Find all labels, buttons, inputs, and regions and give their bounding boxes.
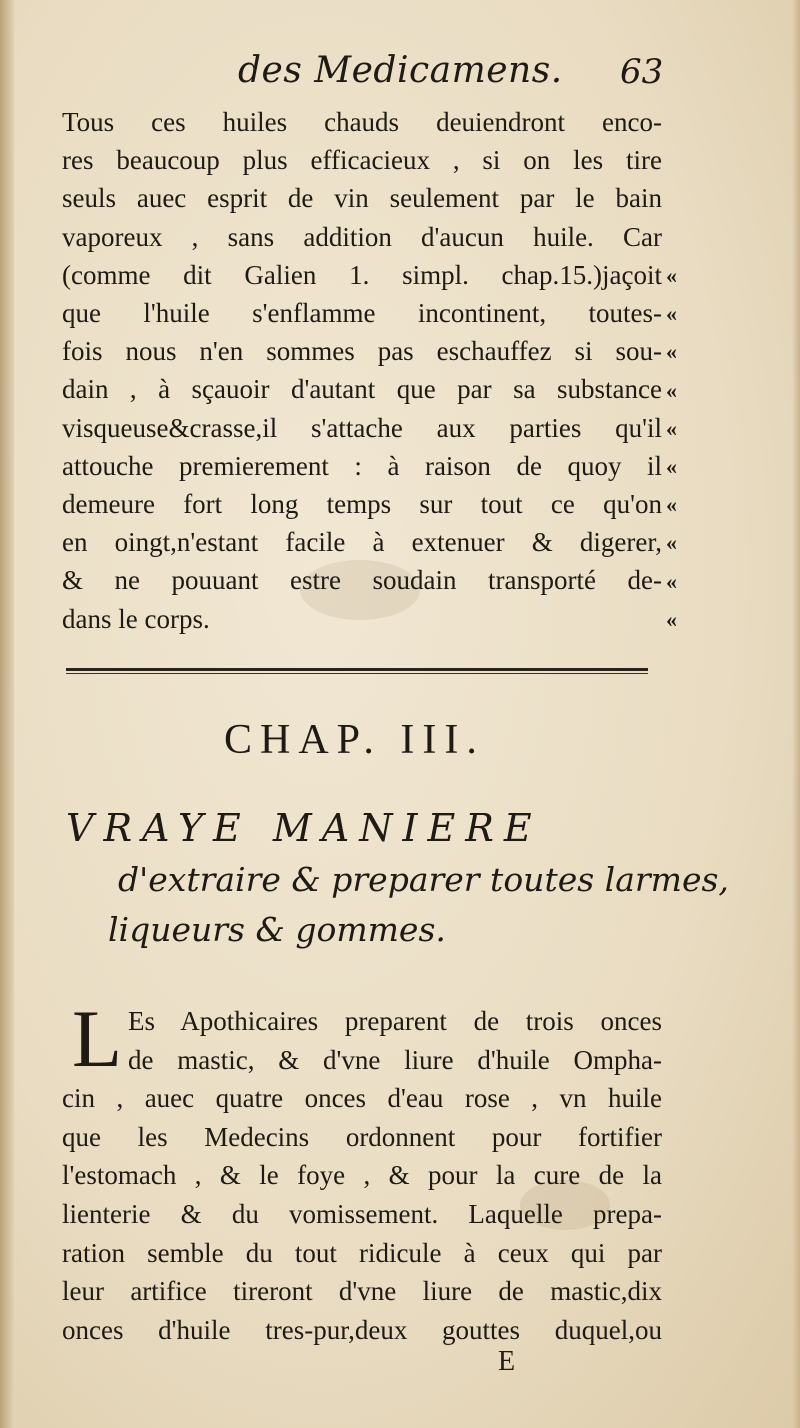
text-line: Tous ces huiles chauds deuiendront enco- [62,107,662,137]
quote-mark: « [666,339,677,365]
text-line: vaporeux , sans addition d'aucun huile. Car [62,221,662,252]
text-line: que l'huile s'enflamme incontinent, toutes- [62,298,662,328]
page-edge [792,0,800,1428]
text-line: fois nous n'en sommes pas eschauffez si sou- [62,336,662,367]
text-line: demeure fort long temps sur tout ce qu'on [62,489,662,519]
page-gutter [0,0,14,1428]
text-line: dans le corps. [62,603,210,634]
quote-mark: « [666,377,677,403]
text-line: res beaucoup plus efficacieux , si on les tire [62,145,662,176]
quote-mark: « [666,454,677,479]
catchword: E [498,1346,516,1377]
chapter-heading: CHAP. III. [224,717,485,763]
text-line: en oingt,n'estant facile à extenuer & digerer, [62,527,662,558]
text-line: cin , auec quatre onces d'eau rose , vn huile [62,1083,662,1114]
quote-mark: « [666,606,677,632]
quote-mark: « [666,263,677,288]
text-line: (comme dit Galien 1. simpl. chap.15.)jaçoit [62,259,662,290]
text-line: seuls auec esprit de vin seulement par le bain [62,183,662,214]
chapter-title-line-1: VRAYE MANIERE [66,806,542,850]
page-header [60,44,664,100]
text-line: l'estomach , & le foye , & pour la cure de la [62,1160,662,1191]
drop-cap: L [72,993,123,1084]
quote-mark: « [666,530,677,556]
text-line: lienterie & du vomissement. Laquelle prepa- [62,1199,662,1229]
text-line: ration semble du tout ridicule à ceux qui par [62,1237,662,1268]
quote-mark: « [666,568,677,594]
text-line: Es Apothicaires preparent de trois onces [128,1006,662,1036]
chapter-title-line-2: d'extraire & preparer toutes larmes, [118,860,729,899]
section-rule [66,668,648,674]
text-line: attouche premierement : à raison de quoy il [62,450,662,481]
running-title: des Medicamens. [238,50,563,91]
text-line: visqueuse&crasse,il s'attache aux parties qu'il [62,412,662,443]
text-line: dain , à sçauoir d'autant que par sa substance [62,374,662,405]
text-line: de mastic, & d'vne liure d'huile Ompha- [128,1044,662,1075]
text-line: que les Medecins ordonnent pour fortifier [62,1121,662,1152]
text-line: onces d'huile tres-pur,deux gouttes duquel,ou [62,1314,662,1345]
text-line: leur artifice tireront d'vne liure de mastic,dix [62,1276,662,1307]
quote-mark: « [666,301,677,327]
quote-mark: « [666,492,677,518]
text-line: & ne pouuant estre soudain transporté de- [62,565,662,596]
page-number: 63 [620,52,664,92]
quote-mark: « [666,415,677,441]
chapter-title-line-3: liqueurs & gommes. [108,910,446,949]
